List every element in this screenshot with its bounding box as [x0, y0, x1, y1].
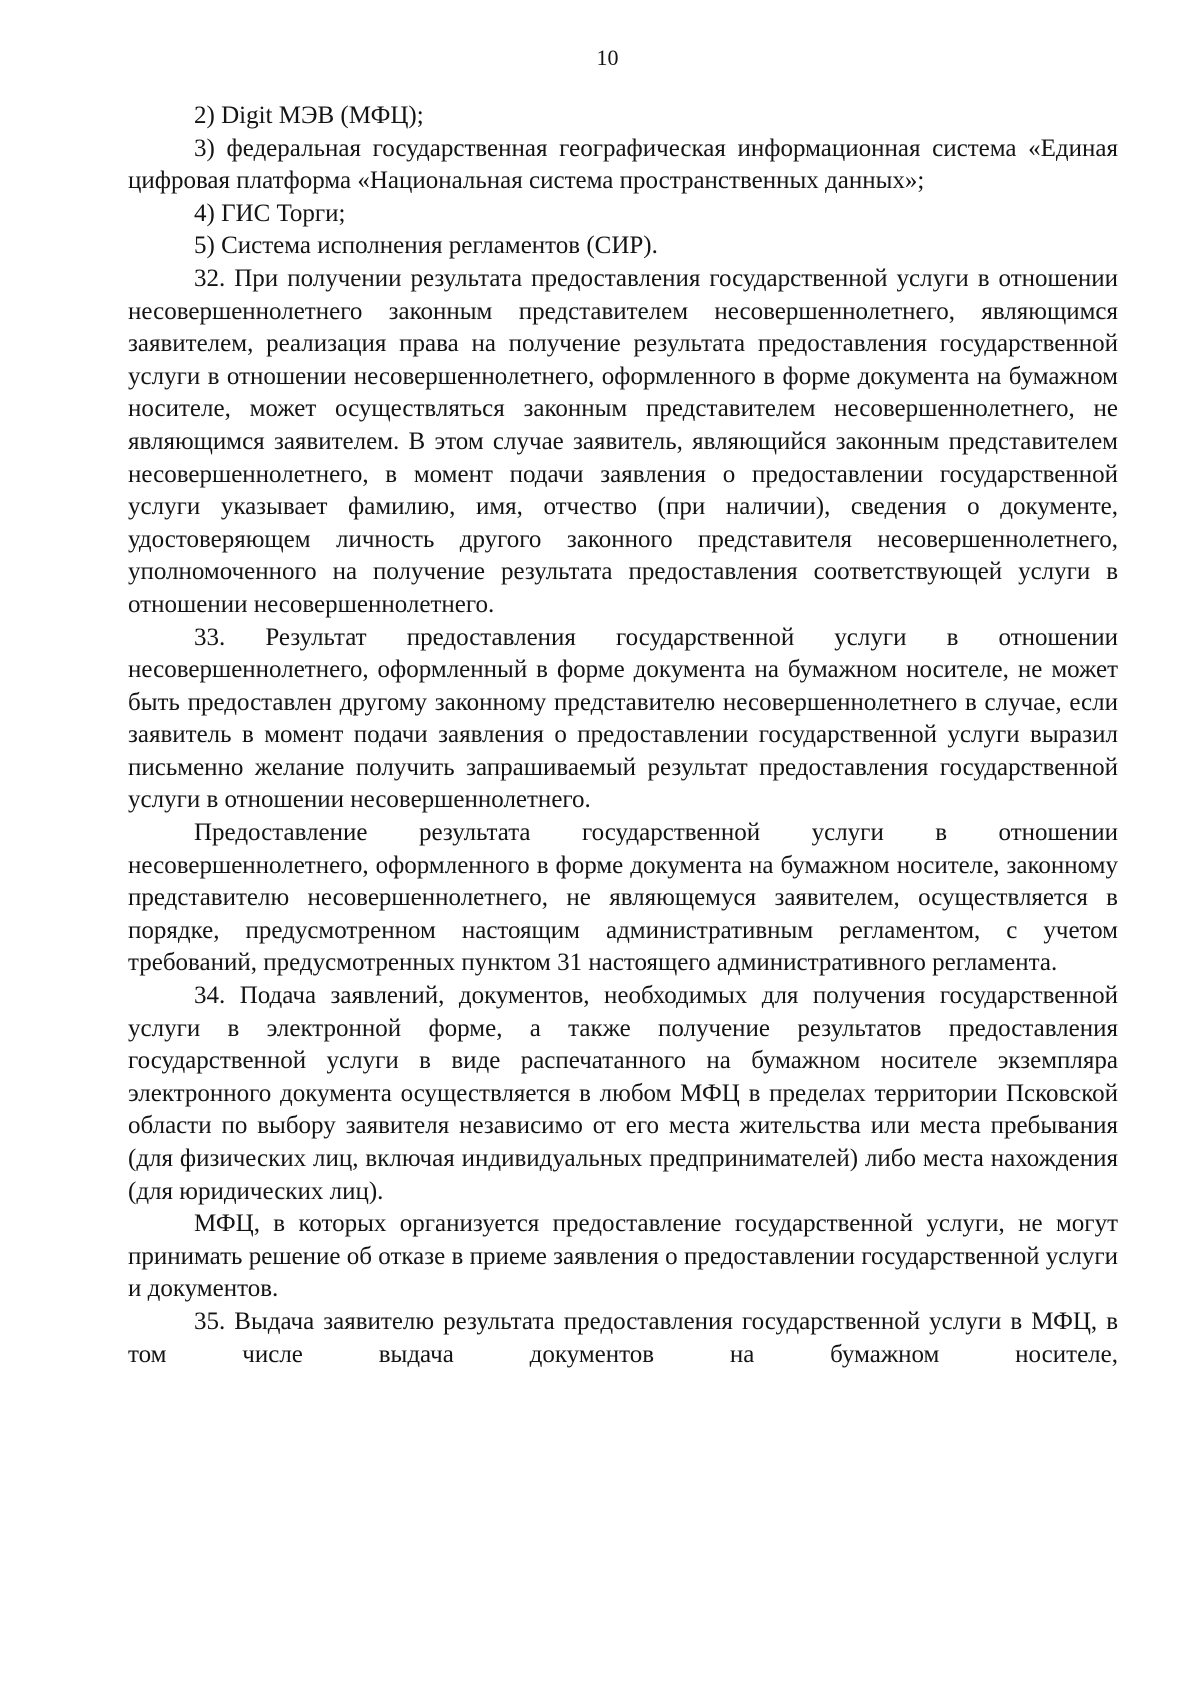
list-item-national-spatial-data-system: 3) федеральная государственная географическая информационная система «Единая цифровая платформа «Национальная система пространственных данных»;	[128, 134, 1118, 195]
paragraph-34: 34. Подача заявлений, документов, необходимых для получения государственной услуги в электронной форме, а также получение результатов предоставления государственной услуги в виде распечатанного на бумажном носителе экземпляра электронного документа осуществляется в любом МФЦ в пределах территории Псковской области по выбору заявителя независимо от его места жительства или места пребывания (для физических лиц, включая индивидуальных предпринимателей) либо места нахождения (для юридических лиц).	[128, 982, 1118, 1205]
paragraph-34-continuation: МФЦ, в которых организуется предоставление государственной услуги, не могут принимать решение об отказе в приеме заявления о предоставлении государственной услуги и документов.	[128, 1210, 1118, 1303]
paragraph-32: 32. При получении результата предоставления государственной услуги в отношении несовершеннолетнего законным представителем несовершеннолетнего, являющимся заявителем, реализация права на получение результата предоставления государственной услуги в отношении несовершеннолетнего, оформленного в форме документа на бумажном носителе, может осуществляться законным представителем несовершеннолетнего, не являющимся заявителем. В этом случае заявитель, являющийся законным представителем несовершеннолетнего, в момент подачи заявления о предоставлении государственной услуги указывает фамилию, имя, отчество (при наличии), сведения о документе, удостоверяющем личность другого законного представителя несовершеннолетнего, уполномоченного на получение результата предоставления соответствующей услуги в отношении несовершеннолетнего.	[128, 264, 1118, 618]
document-body	[128, 100, 1118, 1371]
list-item-sir: 5) Система исполнения регламентов (СИР).	[194, 232, 658, 260]
paragraph-33-continuation: Предоставление результата государственной услуги в отношении несовершеннолетнего, оформленного в форме документа на бумажном носителе, законному представителю несовершеннолетнего, не являющемуся заявителем, осуществляется в порядке, предусмотренном настоящим административным регламентом, с учетом требований, предусмотренных пунктом 31 настоящего административного регламента.	[128, 819, 1118, 977]
paragraph-35: 35. Выдача заявителю результата предоставления государственной услуги в МФЦ, в том числе выдача документов на бумажном носителе,	[128, 1307, 1118, 1368]
list-item-digit-mev: 2) Digit МЭВ (МФЦ);	[194, 102, 424, 129]
page-number: 10	[596, 45, 619, 70]
paragraph-33: 33. Результат предоставления государственной услуги в отношении несовершеннолетнего, оформленный в форме документа на бумажном носителе, не может быть предоставлен другому законному представителю несовершеннолетнего в случае, если заявитель в момент подачи заявления о предоставлении государственной услуги выразил письменно желание получить запрашиваемый результат предоставления государственной услуги в отношении несовершеннолетнего.	[128, 623, 1118, 814]
list-item-gis-torgi: 4) ГИС Торги;	[194, 199, 346, 227]
